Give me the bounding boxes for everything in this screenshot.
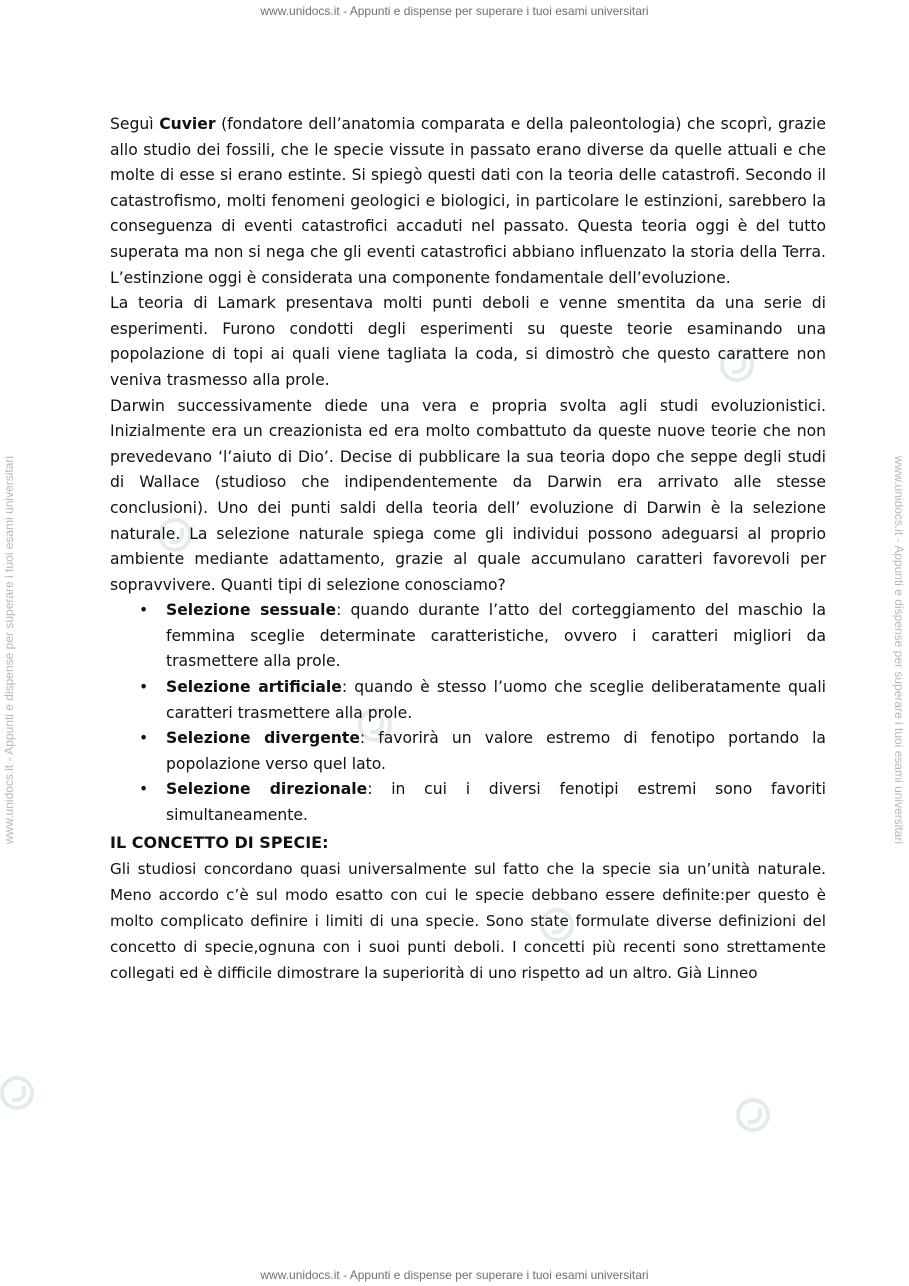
bullet-icon: • — [139, 780, 149, 799]
watermark-bottom: www.unidocs.it - Appunti e dispense per superare i tuoi esami universitari — [260, 1268, 649, 1282]
paragraph-darwin: Darwin successivamente diede una vera e propria svolta agli studi evoluzionistici. Inizialmente era un creazionista ed era molto combattuto da queste nuove teorie che non prevedevano ‘l’aiuto di Dio’. Decise di pubblicare la sua teoria dopo che seppe degli studi di Wallace (studioso che indipendentemente da Darwin era arrivato alle stesse conclusioni). Uno dei punti saldi della teoria dell’ evoluzione di Darwin è la selezione naturale. La selezione naturale spiega come gli individui possono adeguarsi al proprio ambiente mediante adattamento, grazie al quale accumulano caratteri favorevoli per sopravvivere. Quanti tipi di selezione conosciamo? — [110, 396, 826, 594]
selection-types-list — [110, 598, 826, 828]
watermark-top: www.unidocs.it - Appunti e dispense per superare i tuoi esami universitari — [260, 4, 649, 18]
list-item — [139, 777, 826, 828]
list-item-desc: : in cui i diversi fenotipi estremi sono favoriti simultaneamente. — [166, 780, 826, 825]
list-item — [139, 726, 826, 777]
list-item-desc: : quando durante l’atto del corteggiamento del maschio la femmina sceglie determinate caratteristiche, ovvero i caratteri migliori da trasmettere alla prole. — [166, 601, 826, 671]
watermark-right: www.unidocs.it - Appunti e dispense per superare i tuoi esami universitari — [892, 455, 906, 845]
section-heading: IL CONCETTO DI SPECIE: — [110, 832, 329, 852]
list-item-term: Selezione artificiale — [166, 678, 342, 697]
unidocs-logo-icon — [736, 1098, 770, 1132]
list-item-desc: : favorirà un valore estremo di fenotipo portando la popolazione verso quel lato. — [166, 729, 826, 773]
list-item — [139, 675, 827, 726]
paragraph-lamark: La teoria di Lamark presentava molti punti deboli e venne smentita da una serie di esperimenti. Furono condotti degli esperimenti su queste teorie esaminando una popolazione di topi ai quali viene tagliata la coda, si dimostrò che questo carattere non veniva trasmesso alla prole. — [110, 294, 826, 389]
bullet-icon: • — [139, 729, 149, 748]
bold-term-cuvier: Cuvier — [159, 115, 216, 133]
list-item-term: Selezione direzionale — [166, 780, 368, 799]
watermark-left: www.unidocs.it - Appunti e dispense per superare i tuoi esami universitari — [2, 455, 16, 845]
list-item — [139, 598, 826, 675]
list-item-term: Selezione divergente — [166, 729, 360, 748]
document-body — [110, 112, 826, 987]
list-item-desc: : quando è stesso l’uomo che sceglie deliberatamente quali caratteri trasmettere alla prole. — [166, 678, 827, 722]
bullet-icon: • — [139, 601, 149, 620]
paragraph-specie: Gli studiosi concordano quasi universalmente sul fatto che la specie sia un’unità naturale. Meno accordo c’è sul modo esatto con cui le specie debbano essere definite:per questo è molto complicato definire i limiti di una specie. Sono state formulate diverse definizioni del concetto di specie,ognuna con i suoi punti deboli. I concetti più recenti sono strettamente collegati ed è difficile dimostrare la superiorità di uno rispetto ad un altro. Già Linneo — [110, 859, 826, 983]
unidocs-logo-icon — [0, 1076, 34, 1110]
bullet-icon: • — [139, 678, 149, 697]
paragraph-cuvier: Seguì Cuvier (fondatore dell’anatomia comparata e della paleontologia) che scoprì, grazie allo studio dei fossili, che le specie vissute in passato erano diverse da quelle attuali e che molte di esse si erano estinte. Si spiegò questi dati con la teoria delle catastrofi. Secondo il catastrofismo, molti fenomeni geologici e biologici, in particolare le estinzioni, sarebbero la conseguenza di eventi catastrofici accaduti nel passato. Questa teoria oggi è del tutto superata ma non si nega che gli eventi catastrofici abbiano influenzato la storia della Terra. L’estinzione oggi è considerata una componente fondamentale dell’evoluzione. — [110, 115, 826, 287]
list-item-term: Selezione sessuale — [166, 601, 337, 620]
